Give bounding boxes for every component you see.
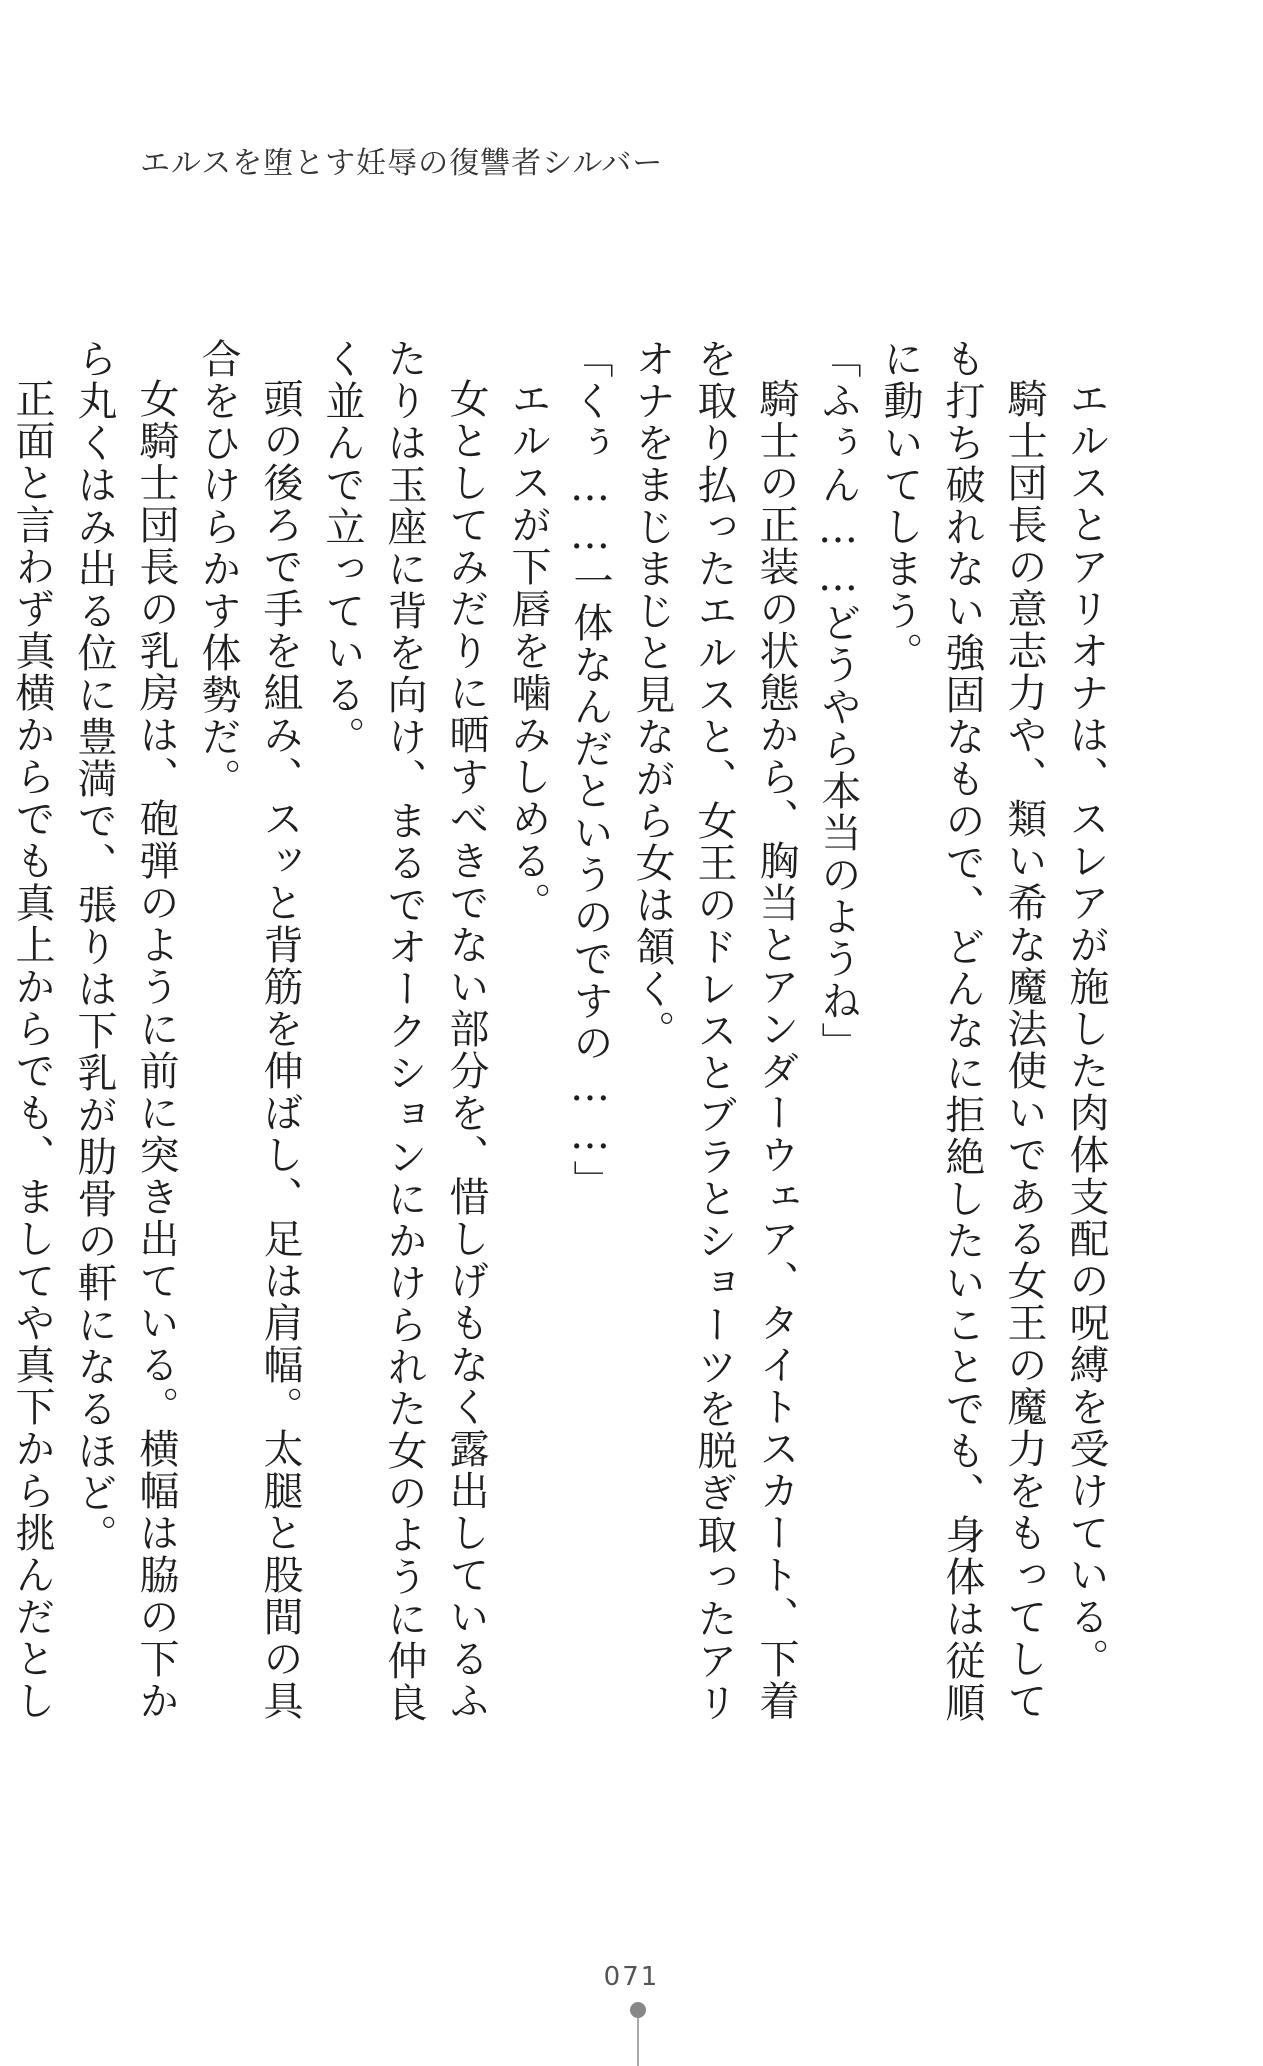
dialogue-line: 「ふぅん……どうやら本当のようね」 [815, 338, 861, 1064]
folio-line-ornament [637, 2018, 639, 2066]
paragraph: 女騎士団長の乳房は、砲弾のように前に突き出ている。横幅は脇の下から丸くはみ出る位に豊満で、張りは下乳が肋骨の軒になるほど。 [71, 338, 179, 1722]
paragraph: 正面と言わず真横からでも真上からでも、ましてや真下から挑んだとし [9, 378, 55, 1722]
paragraph: 騎士の正装の状態から、胸当とアンダーウェア、タイトスカート、下着を取り払ったエルスと、女王のドレスとブラとショーツを脱ぎ取ったアリオナをまじまじと見ながら女は頷く。 [629, 338, 799, 1724]
paragraph: 頭の後ろで手を組み、スッと背筋を伸ばし、足は肩幅。太腿と股間の具合をひけらかす体勢だ。 [195, 338, 303, 1722]
folio-dot-ornament [630, 2002, 646, 2018]
dialogue-line: 「くぅ……一体なんだというのですの……」 [567, 338, 613, 1202]
page-number: 071 [603, 1962, 660, 1992]
paragraph: エルスが下唇を噛みしめる。 [505, 378, 551, 924]
paragraph: 騎士団長の意志力や、類い希な魔法使いである女王の魔力をもってしても打ち破れない強固なもので、どんなに拒絶したいことでも、身体は従順に動いてしまう。 [877, 338, 1047, 1724]
main-text-column [9, 338, 1117, 1758]
paragraph: 女としてみだりに晒すべきでない部分を、惜しげもなく露出しているふたりは玉座に背を向け、まるでオークションにかけられた女のように仲良く並んで立っている。 [319, 338, 489, 1724]
running-head-title: エルスを堕とす妊辱の復讐者シルバー [140, 146, 664, 181]
paragraph: エルスとアリオナは、スレアが施した肉体支配の呪縛を受けている。 [1063, 378, 1109, 1680]
